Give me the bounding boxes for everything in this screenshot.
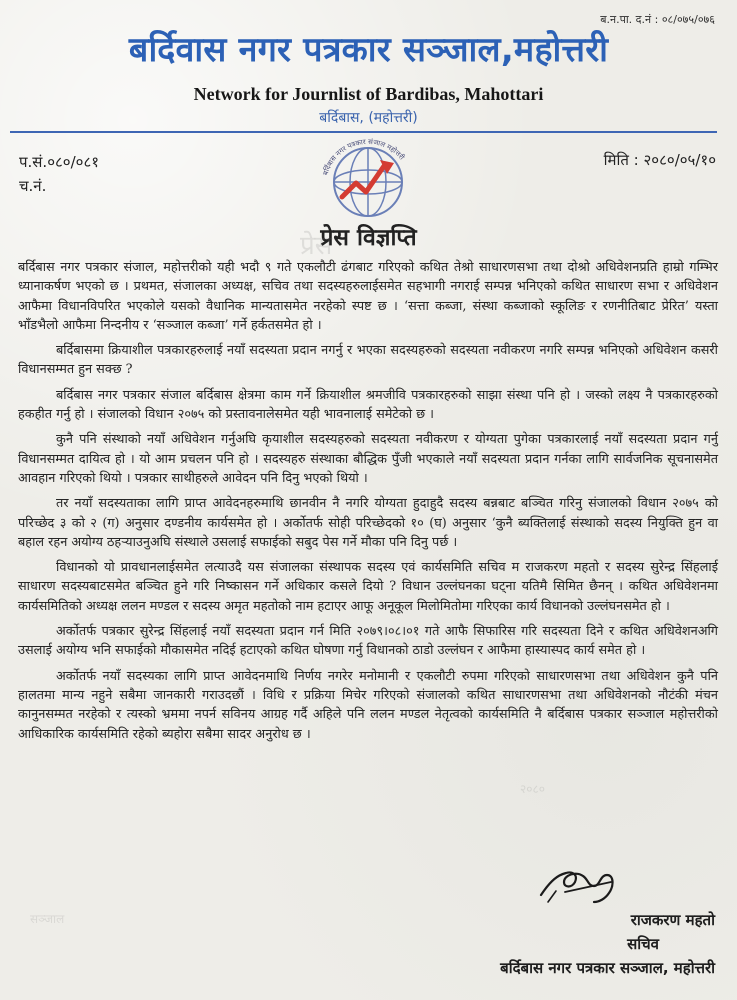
logo-ring-text: बर्दिबास नगर पत्रकार संजाल महोत्तरी [321,137,406,177]
chalani-number: च.नं. [19,177,47,195]
signatory-organization: बर्दिबास नगर पत्रकार सञ्जाल, महोत्तरी [500,959,715,977]
background-bleed-mark: प्रेस [300,231,333,261]
date-text: मिति : २०८०/०५/१० [603,151,716,169]
background-bleed-mark: सञ्जाल [30,912,65,926]
organization-title-nepali: बर्दिवास नगर पत्रकार सञ्जाल,महोत्तरी [128,30,609,70]
patra-sankhya: प.सं.०८०/०८१ [19,153,100,171]
reference-block [19,150,99,198]
handwritten-signature-icon [533,858,623,910]
background-bleed-mark: २०८० [520,782,545,796]
paragraph-8: अर्कोतर्फ नयाँ सदस्यका लागि प्राप्त आवेदनमाथि निर्णय नगरेर मनोमानी र एकलौटी रुपमा गरिएको साधारणसभा तथा अधिवेशन कुनै पनि हालतमा मान्य नहुने सबैमा जानकारी गराउदछौं । विधि र प्रक्रिया मिचेर गरिएको संजालको कथित साधारणसभा तथा अधिवेशनको नौटंकी मंचन कानुनसम्मत नरहेको र त्यस्को भ्रममा नपर्न सविनय आग्रह गर्दै अहिले पनि ललन मण्डल नेतृत्वको कार्यसमिति नै बर्दिबास पत्रकार सञ्जाल महोत्तरीको आधिकारिक कार्यसमिति रहेको ब्यहोरा सबैमा सादर अनुरोध छ । [18,668,718,742]
paragraph-2: बर्दिबासमा क्रियाशील पत्रकारहरुलाई नयाँ सदस्यता प्रदान नगर्नु र भएका सदस्यहरुको सदस्यता नवीकरण नगरि सम्पन्न भनिएको अधिवेशन कसरी विधानसम्मत हुन सक्छ ? [18,343,718,378]
signatory-role: सचिव [627,935,659,953]
press-release-title: प्रेस विज्ञप्ति [320,225,417,251]
organization-title-english: Network for Journlist of Bardibas, Mahottari [193,84,544,104]
press-release-body [18,258,718,750]
organization-place: बर्दिबास, (महोत्तरी) [319,110,418,126]
paragraph-4: कुनै पनि संस्थाको नयाँ अधिवेशन गर्नुअघि कृयाशील सदस्यहरुको सदस्यता नवीकरण र योग्यता पुगेका पत्रकारलाई नयाँ सदस्यता प्रदान गर्नु विधानसम्मत दायित्व हो । यो आम प्रचलन पनि हो । सदस्यहरु संस्थाका बौद्धिक पुँजी भएकाले नयाँ सदस्यता प्रदान गर्नका लागि सार्वजनिक सूचनासमेत आवहान गरिएको थियो । पत्रकार साथीहरुले आवेदन पनि दिनु भएको थियो । [18,432,718,486]
paragraph-7: अर्कोतर्फ पत्रकार सुरेन्द्र सिंहलाई नयाँ सदस्यता प्रदान गर्न मिति २०७९।०८।०१ गते आफै सिफारिस गरि सदस्यता दिने र कथित अधिवेशनअगि उसलाई अयोग्य भनि सफाईको मौकासमेत नदिई हटाएको कथित घोषणा गर्नु विधानको ठाडो उल्लंघन र आफैमा हास्यास्पद कार्य समेत हो । [18,624,718,659]
paragraph-6: विधानको यो प्रावधानलाईसमेत लत्याउदै यस संजालका संस्थापक सदस्य एवं कार्यसमिति सचिव म राजकरण महतो र सदस्य सुरेन्द्र सिंहलाई साधारण सदस्यबाटसमेत बञ्चित हुने गरि निष्कासन गर्ने अधिकार कसले दियो ? विधान उल्लंघनका घट्ना यतिमै सिमित छैनन् । कथित अधिवेशनमा कार्यसमितिको अध्यक्ष ललन मण्डल र सदस्य अमृत महतोको नाम हटाएर आफू अनूकूल मिलोमितोमा गरिएका कार्य विधानको उल्लंघनसमेत हो । [18,560,718,614]
registration-number: ब.न.पा. द.नं : ०८/०७५/०७६ [600,13,715,26]
paragraph-1: बर्दिबास नगर पत्रकार संजाल, महोत्तरीको यही भदौ ९ गते एकलौटी ढंगबाट गरिएको कथित तेश्रो साधारणसभा तथा दोश्रो अधिवेशनप्रति हाम्रो गम्भिर ध्यानाकर्षण भएको छ । प्रथमत, संजालका अध्यक्ष, सचिव तथा सदस्यहरुलाईसमेत सहभागी नगराई सम्पन्न भनिएको कथित साधारण सभा र अधिवेशन आफैमा विधानविपरित भएकोले यसको वैधानिक मान्यतासमेत नरहेको स्पष्ट छ । ‘सत्ता कब्जा, संस्था कब्जाको स्कूलिङ र रणनीतिबाट प्रेरित’ यस्ता भाँडभैलो आफैमा निन्दनीय र ‘सञ्जाल कब्जा’ गर्ने हर्कतसमेत हो । [18,260,718,333]
signatory-name: राजकरण महतो [630,911,715,929]
paragraph-3: बर्दिबास नगर पत्रकार संजाल बर्दिबास क्षेत्रमा काम गर्ने क्रियाशील श्रमजीवि पत्रकारहरुको साझा संस्था पनि हो । जस्को लक्ष्य नै पत्रकारहरुको हकहीत गर्नु हो । संजालको विधान २०७५ को प्रस्तावनालेसमेत यही भावनालाई समेटेको छ । [18,387,718,423]
paragraph-5: तर नयाँ सदस्यताका लागि प्राप्त आवेदनहरुमाथि छानवीन नै नगरि योग्यता हुदाहुदै सदस्य बन्नबाट बञ्चित गरिनु संजालको विधान २०७५ को परिच्छेद ३ को २ (ग) अनुसार दण्डनीय कार्यसमेत हो । अर्कोतर्फ सोही परिच्छेदको १० (घ) अनुसार ‘कुनै ब्यक्तिलाई संस्थाको सदस्य नियुक्ति हुन वा बहाल रहन अयोग्य ठहऱ्याउनुअघि संस्थाले उसलाई सफाईको सबुद पेस गर्ने मौका पनि दिनु पर्छ । [18,496,718,550]
